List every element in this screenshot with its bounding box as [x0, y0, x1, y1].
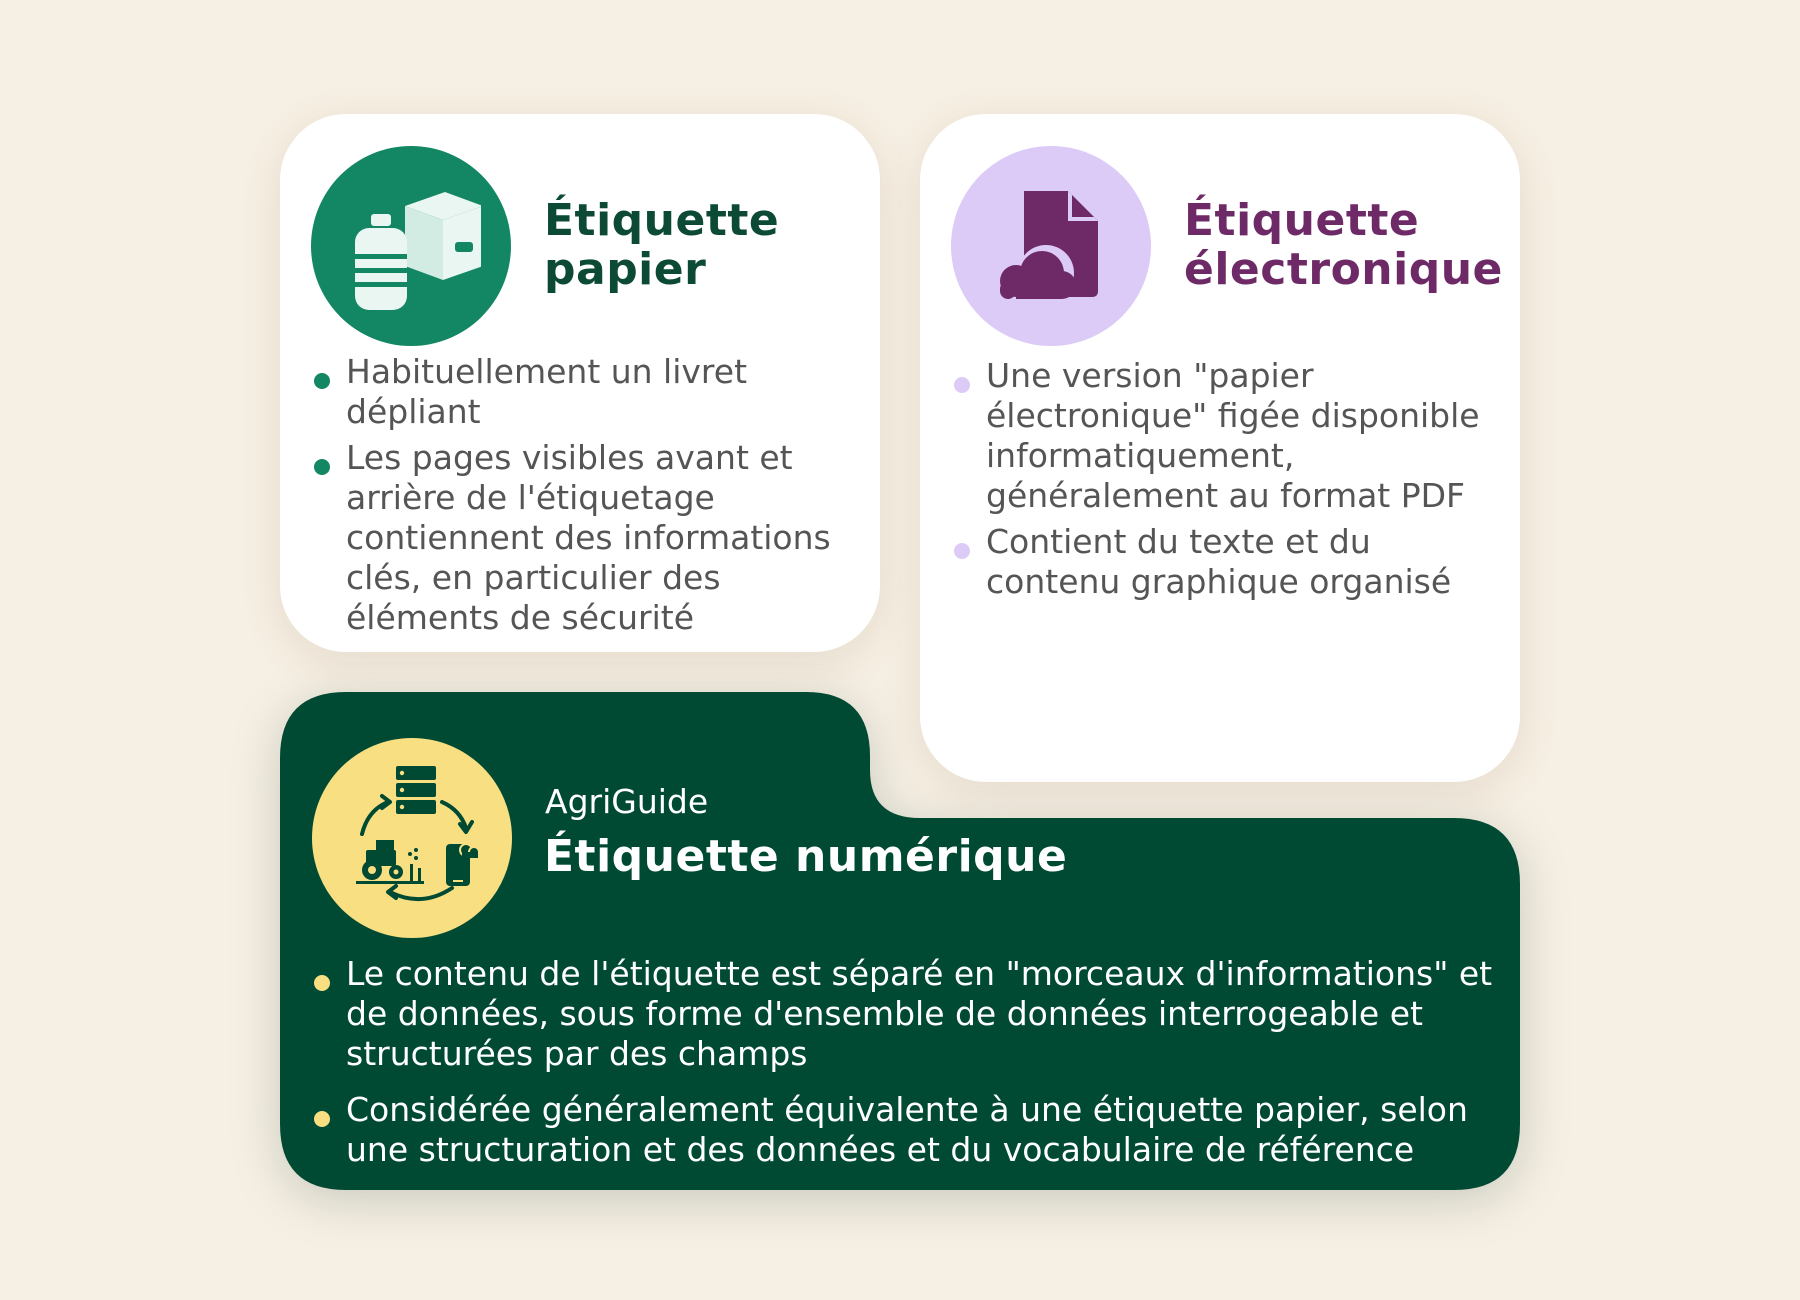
list-item — [310, 352, 870, 432]
digital-bullet-list — [310, 954, 1510, 1186]
digital-label-card — [280, 692, 1520, 1190]
bullet-text: Contient du texte et du contenu graphique organisé — [986, 522, 1452, 601]
paper-card-title: Étiquette papier — [544, 195, 780, 295]
bullet-dot — [314, 975, 330, 991]
list-item — [310, 1090, 1510, 1170]
packaging-bottle-box-icon — [341, 176, 481, 316]
paper-bullet-list — [310, 352, 870, 644]
electronic-bullet-list — [950, 356, 1510, 608]
bullet-text: Les pages visibles avant et arrière de l'étiquetage contiennent des informations clés, en particulier des éléments de sécurité — [346, 438, 831, 637]
digital-card-title: Étiquette numérique — [544, 831, 1068, 882]
document-cloud-icon — [986, 181, 1116, 311]
electronic-card-title: Étiquette électronique — [1184, 195, 1503, 295]
list-item — [950, 522, 1510, 602]
paper-icon-circle — [311, 146, 511, 346]
bullet-dot — [314, 459, 330, 475]
bullet-text: Habituellement un livret dépliant — [346, 352, 748, 431]
server-tractor-phone-cycle-icon — [332, 758, 492, 918]
list-item — [310, 954, 1510, 1074]
bullet-text: Le contenu de l'étiquette est séparé en "morceaux d'informations" et de données, sous forme d'ensemble de données interrogeable et structurées par des champs — [346, 954, 1493, 1073]
bullet-dot — [954, 377, 970, 393]
electronic-label-card — [920, 114, 1520, 782]
bullet-text: Une version "papier électronique" figée disponible informatiquement, généralement au format PDF — [986, 356, 1480, 515]
brand-name: AgriGuide — [545, 782, 709, 821]
digital-icon-circle — [312, 738, 512, 938]
bullet-text: Considérée généralement équivalente à une étiquette papier, selon une structuration et des données et du vocabulaire de référence — [346, 1090, 1468, 1169]
bullet-dot — [314, 373, 330, 389]
electronic-icon-circle — [951, 146, 1151, 346]
bullet-dot — [314, 1111, 330, 1127]
list-item — [310, 438, 870, 638]
list-item — [950, 356, 1510, 516]
bullet-dot — [954, 543, 970, 559]
paper-label-card — [280, 114, 880, 652]
